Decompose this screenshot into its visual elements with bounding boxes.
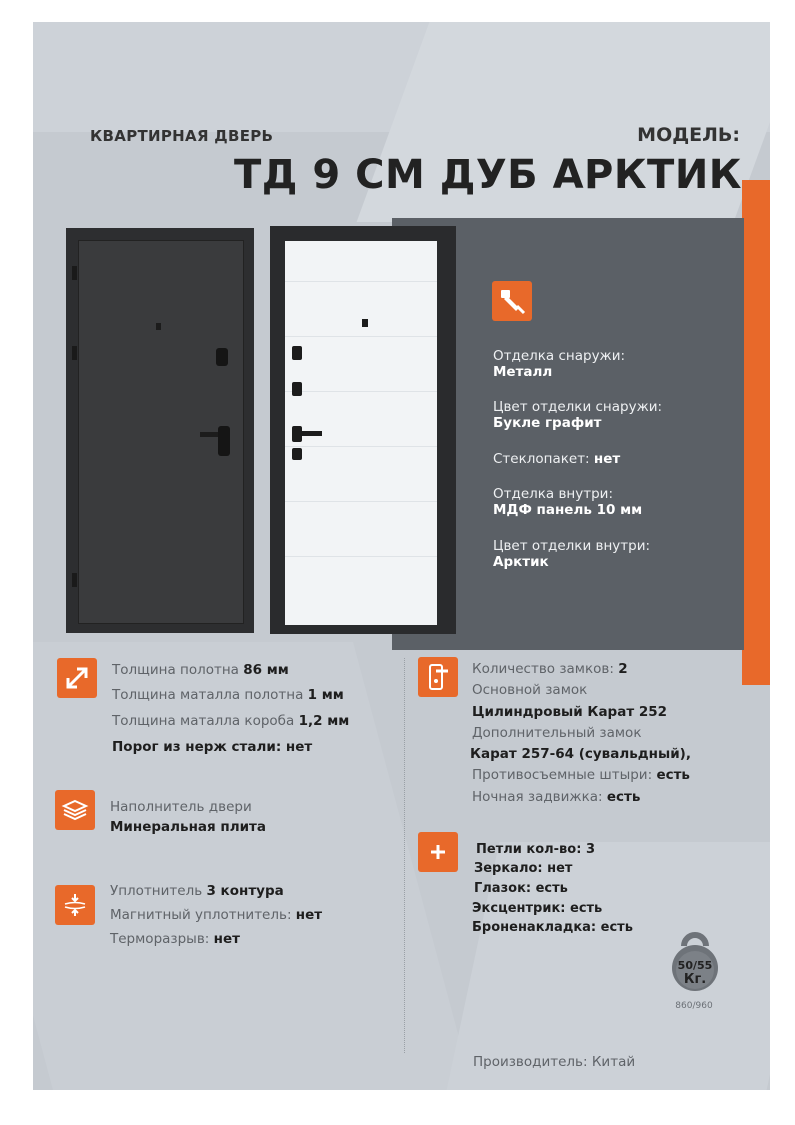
night-latch-value: есть [606, 789, 641, 805]
mirror-row: Зеркало: нет [474, 861, 573, 876]
main-lock-value: Цилиндровый Карат 252 [472, 704, 668, 720]
peephole [156, 323, 161, 330]
door-dimensions: 860/960 [675, 1001, 713, 1011]
threshold-row: Порог из нерж стали: нет [112, 739, 313, 755]
hinge [72, 573, 77, 587]
leaf-thickness-value: 86 мм [243, 662, 289, 678]
inside-color-value: Арктик [493, 554, 549, 570]
seal-label: Уплотнитель [110, 883, 203, 899]
frame-metal-row [112, 712, 349, 730]
extra-lock-value: Карат 257-64 (сувальдный), [470, 746, 691, 762]
leaf-thickness-label: Толщина полотна [112, 662, 239, 678]
layers-icon [55, 790, 95, 830]
outside-finish-label: Отделка снаружи: [493, 348, 626, 364]
thermal-break-value: нет [213, 931, 240, 947]
door-handle-icon [418, 657, 458, 697]
background-shape [33, 642, 473, 1090]
inside-finish-value: МДФ панель 10 мм [493, 502, 643, 518]
model-label: МОДЕЛЬ: [637, 124, 740, 146]
panel-groove [285, 281, 437, 282]
glass-unit-row [493, 450, 620, 468]
glass-value: нет [593, 451, 621, 467]
anti-removal-label: Противосъемные штыри: [472, 767, 653, 783]
producer-text: Производитель: Китай [473, 1054, 636, 1070]
inside-color-label: Цвет отделки внутри: [493, 538, 651, 554]
armor-plate-row: Броненакладка: есть [472, 920, 633, 935]
filler-label: Наполнитель двери [110, 799, 252, 815]
glass-label: Стеклопакет: [493, 451, 590, 467]
plus-icon [418, 832, 458, 872]
weight-icon [668, 928, 722, 992]
handle-plate [218, 426, 230, 456]
extra-lock-label: Дополнительный замок [472, 725, 642, 741]
leaf-metal-value: 1 мм [307, 687, 344, 703]
resize-arrows-icon [57, 658, 97, 698]
eccentric-row: Эксцентрик: есть [472, 901, 603, 916]
hinge [72, 346, 77, 360]
filler-value: Минеральная плита [110, 819, 266, 835]
accent-stripe [742, 180, 770, 685]
door-type-label: КВАРТИРНАЯ ДВЕРЬ [90, 127, 274, 145]
panel-groove [285, 336, 437, 337]
door-handle [298, 431, 322, 436]
leaf-metal-row [112, 686, 344, 704]
thermal-break-row [110, 930, 240, 948]
main-lock-label: Основной замок [472, 682, 588, 698]
night-latch-row [472, 788, 640, 806]
outside-color-label: Цвет отделки снаружи: [493, 399, 663, 415]
door-inside-image [270, 226, 456, 634]
peephole [362, 319, 368, 327]
panel-groove [285, 501, 437, 502]
magnetic-seal-row [110, 906, 322, 924]
hinge [72, 266, 77, 280]
lock-cylinder [216, 348, 228, 366]
brush-icon [492, 281, 532, 321]
model-name-title: ТД 9 СМ ДУБ АРКТИК [234, 152, 742, 198]
frame-metal-value: 1,2 мм [298, 713, 350, 729]
magnetic-seal-value: нет [295, 907, 323, 923]
weight-unit: Кг. [683, 972, 707, 987]
anti-removal-value: есть [656, 767, 690, 783]
night-latch-label: Ночная задвижка: [472, 789, 603, 805]
outside-finish-value: Металл [493, 364, 553, 380]
hinges-count: Петли кол-во: 3 [476, 842, 595, 857]
lock-cylinder [292, 448, 302, 460]
lock-turn [292, 382, 302, 396]
panel-groove [285, 556, 437, 557]
peephole-row: Глазок: есть [474, 881, 568, 896]
magnetic-seal-label: Магнитный уплотнитель: [110, 907, 292, 923]
panel-groove [285, 446, 437, 447]
compress-icon [55, 885, 95, 925]
column-divider [404, 658, 405, 1053]
inside-finish-label: Отделка внутри: [493, 486, 614, 502]
weight-value: 50/55 [677, 959, 713, 972]
door-outside-image [66, 228, 254, 633]
lock-count-label: Количество замков: [472, 661, 614, 677]
frame-metal-label: Толщина маталла короба [112, 713, 295, 729]
anti-removal-row [472, 766, 690, 784]
lock-count-row [472, 660, 628, 678]
leaf-metal-label: Толщина маталла полотна [112, 687, 304, 703]
seal-value: 3 контура [206, 883, 284, 899]
outside-color-value: Букле графит [493, 415, 602, 431]
seal-row [110, 882, 284, 900]
night-latch [292, 346, 302, 360]
thermal-break-label: Терморазрыв: [110, 931, 210, 947]
lock-count-value: 2 [618, 661, 628, 677]
panel-groove [285, 391, 437, 392]
leaf-thickness-row [112, 661, 289, 679]
